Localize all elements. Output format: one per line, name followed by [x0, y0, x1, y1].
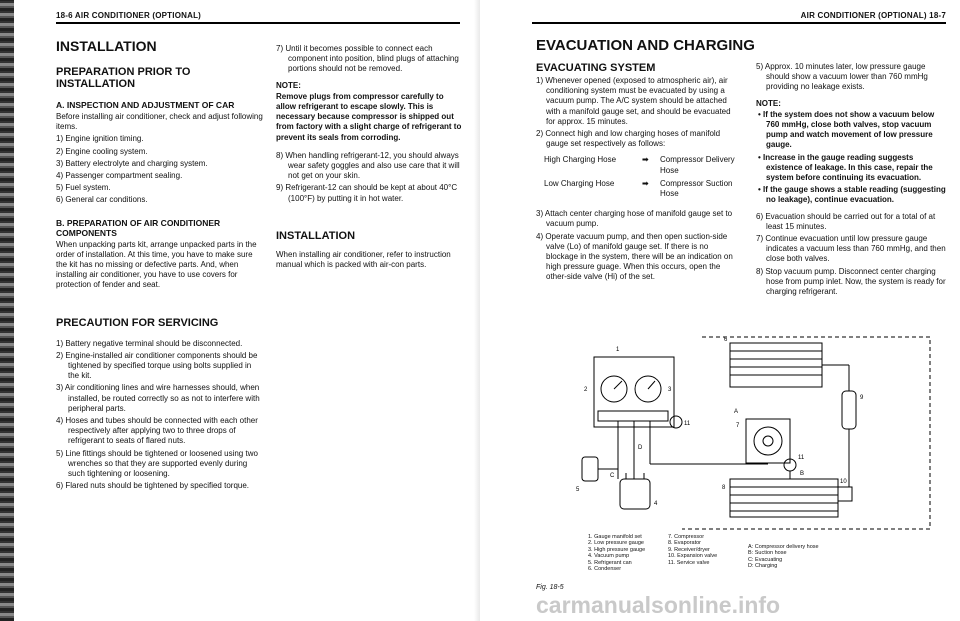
legend-item: 6. Condenser [588, 566, 622, 573]
precaution-item-9: 9) Refrigerant-12 can should be kept at about 40°C (100°F) by putting it in hot water. [276, 183, 458, 203]
left-column-1 [56, 38, 264, 493]
legend-item: 3. High pressure gauge [588, 546, 646, 553]
evac-item-4: 4) Operate vacuum pump, and then open suction-side valve (Lo) of manifold gauge set. If there is no blockage in the system, there will be an indication on high pressure guage. When this occurs, open the other-side valve (Hi) of the set. [536, 231, 733, 282]
legend-item: 7. Compressor [668, 534, 705, 540]
install-text: When installing air conditioner, refer to instruction manual which is packed with air-con parts. [276, 249, 451, 270]
legend-item: 9. Receiver/dryer [668, 546, 710, 553]
condenser [730, 343, 822, 387]
preparation-subtitle: PREPARATION PRIOR TO INSTALLATION [56, 66, 191, 90]
diagram-label: A [734, 409, 739, 415]
list-item: 5) Fuel system. [56, 183, 111, 193]
hose-name: High Charging Hose [544, 155, 617, 165]
list-item: • Increase in the gauge reading suggests existence of leakage. In this case, repair the system before continuing its evacuation. [758, 152, 933, 183]
legend-item: D: Charging [748, 563, 778, 570]
left-header-rule [56, 22, 460, 24]
arrow-right-icon: ➡ [642, 155, 649, 165]
legend-item: 11. Service valve [668, 559, 710, 566]
note-label: NOTE: [756, 98, 781, 108]
section-b-text: When unpacking parts kit, arrange unpacked parts in the order of installation. At this time, you have to make sure the kit has no missing or defective parts. And, when installing air conditioner, you have to use covers for protection of fender and seat. [56, 239, 257, 290]
diagram-label: 2 [584, 387, 588, 393]
evac-item-8: 8) Stop vacuum pump. Disconnect center charging hose from pump inlet. Now, the system is ready for charging refrigerant. [756, 266, 946, 297]
diagram-label: B [800, 471, 805, 477]
evac-item-6: 6) Evacuation should be carried out for a total of at least 15 minutes. [756, 211, 936, 231]
right-page-header: AIR CONDITIONER (OPTIONAL) 18-7 [800, 11, 946, 20]
list-item: • If the system does not show a vacuum below 760 mmHg, close both valves, stop vacuum pump and watch movement of low pressure gauge. [758, 109, 935, 150]
legend-item: 2. Low pressure gauge [588, 540, 644, 547]
list-item: 6) General car conditions. [56, 195, 148, 205]
refrigerant-can [582, 457, 598, 481]
diagram-label: 1 [616, 347, 620, 353]
evac-item-5: 5) Approx. 10 minutes later, low pressure gauge should show a vacuum lower than 760 mmHg providing no leakage exists. [756, 62, 928, 92]
section-a-intro: Before installing air conditioner, check and adjust following items. [56, 112, 263, 132]
hose-name: Low Charging Hose [544, 178, 615, 188]
legend-item: C: Evacuating [748, 556, 783, 563]
expansion-valve [838, 487, 852, 501]
legend-item: 1. Gauge manifold set [588, 534, 642, 540]
legend-column-1 [588, 534, 645, 572]
evacuation-diagram [542, 329, 942, 535]
diagram-label: C [610, 473, 615, 479]
list-item: 2) Engine-installed air conditioner components should be tightened by specified torque using bolts supplied in the kit. [56, 350, 258, 381]
precaution-item-8: 8) When handling refrigerant-12, you should always wear safety goggles and also use care that it will not get on your skin. [276, 150, 460, 181]
note-list [756, 110, 946, 206]
right-column-2 [756, 62, 946, 299]
installation-title: INSTALLATION [56, 38, 157, 54]
diagram-label: 9 [860, 395, 864, 401]
legend-item: A: Compressor delivery hose [748, 544, 819, 550]
legend-item: 10. Expansion valve [668, 553, 718, 560]
diagram-label: 6 [724, 337, 728, 343]
precaution-item-7: 7) Until it becomes possible to connect each component into position, blind plugs of attaching portions should not be removed. [276, 44, 459, 74]
evacuating-system-title: EVACUATING SYSTEM [536, 62, 656, 74]
list-item: 5) Line fittings should be tightened or loosened using two wrenches so that they are supported evenly during such tightening or loosening. [56, 448, 258, 479]
left-page-header: 18-6 AIR CONDITIONER (OPTIONAL) [56, 11, 202, 20]
right-header-rule [532, 22, 946, 24]
evacuation-title: EVACUATION AND CHARGING [536, 37, 755, 54]
diagram-label: 10 [840, 479, 847, 485]
diagram-label: 11 [684, 421, 691, 427]
diagram-label: 4 [654, 501, 658, 507]
evac-item-2: 2) Connect high and low charging hoses of manifold gauge set respectively as follows: [536, 129, 721, 149]
arrow-right-icon: ➡ [642, 178, 649, 188]
hose-target: Compressor Suction Hose [660, 178, 733, 199]
diagram-label: 7 [736, 423, 740, 429]
note-label: NOTE: [276, 80, 301, 90]
hose-table [544, 155, 742, 199]
watermark: carmanualsonline.info [536, 592, 781, 618]
diagram-label: D [638, 445, 643, 451]
system-pipe-loop [682, 337, 930, 529]
evaporator [730, 479, 838, 517]
diagram-label: 8 [722, 485, 726, 491]
compressor [746, 419, 790, 463]
evac-item-7: 7) Continue evacuation until low pressure gauge indicates a vacuum less than 760 mmHg, and then close both valves. [756, 234, 946, 264]
evac-item-3: 3) Attach center charging hose of manifold gauge set to vacuum pump. [536, 209, 733, 229]
receiver-dryer [842, 391, 856, 429]
legend-item: 8. Evaporator [668, 540, 702, 547]
list-item: • If the gauge shows a stable reading (suggesting no leakage), continue evacuation. [758, 185, 946, 205]
section-b-title: B. PREPARATION OF AIR CONDITIONER COMPONENTS [56, 217, 221, 238]
list-item: 6) Flared nuts should be tightened by specified torque. [56, 481, 250, 491]
right-column-1 [536, 62, 742, 285]
diagram-label: 5 [576, 487, 580, 493]
legend-column-3 [748, 544, 819, 570]
list-item: 1) Engine ignition timing. [56, 134, 144, 144]
precaution-title: PRECAUTION FOR SERVICING [56, 316, 219, 329]
evac-item-1: 1) Whenever opened (exposed to atmospheric air), air conditioning system must be evacuated by using a vacuum pump. The A/C system should be attached with a manifold gauge set, and should be evacuated for approx. 15 minutes. [536, 76, 731, 126]
list-item: 3) Air conditioning lines and wire harnesses should, when installed, be routed correctly so as not to interfere with peripheral parts. [56, 383, 260, 413]
section-a-title: A. INSPECTION AND ADJUSTMENT OF CAR [56, 100, 235, 110]
left-column-2 [276, 44, 464, 272]
legend-item: 5. Refrigerant can [588, 559, 632, 566]
precaution-list [56, 339, 264, 492]
list-item: 3) Battery electrolyte and charging system. [56, 158, 208, 168]
hose-target: Compressor Delivery Hose [660, 155, 735, 175]
manifold-body [598, 411, 668, 421]
install-subtitle: INSTALLATION [276, 229, 356, 242]
legend-item: 4. Vacuum pump [588, 553, 630, 560]
list-item: 4) Passenger compartment sealing. [56, 171, 183, 181]
legend-item: B: Suction hose [748, 550, 787, 557]
scan-edge [0, 0, 14, 621]
list-item: 2) Engine cooling system. [56, 146, 148, 156]
diagram-label: 11 [798, 455, 805, 461]
vacuum-pump [620, 479, 650, 509]
service-valve-icon [670, 416, 682, 428]
list-item: 4) Hoses and tubes should be connected with each other respectively after applying two to three drops of refrigerant to seats of flared nuts. [56, 416, 258, 446]
gauge-manifold-set [594, 357, 674, 427]
diagram-label: 3 [668, 387, 672, 393]
section-a-list [56, 134, 264, 205]
note-text: Remove plugs from compressor carefully to allow refrigerant to escape slowly. This is necessary because compressor is shipped out from factory with a slight charge of refrigerant to prevent its seals from corroding. [276, 91, 462, 142]
figure-caption: Fig. 18-5 [536, 584, 564, 591]
legend-column-2 [668, 534, 717, 566]
list-item: 1) Battery negative terminal should be disconnected. [56, 338, 243, 348]
